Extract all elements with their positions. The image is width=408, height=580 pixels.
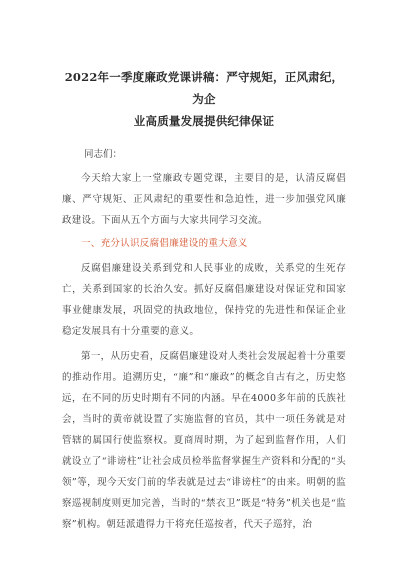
body-paragraph-1: 反腐倡廉建设关系到党和人民事业的成败，关系党的生死存亡，关系到国家的长治久安。抓好反腐倡廉建设对保证党和国家事业健康发展，巩固党的执政地位，保持党的先进性和保证企业稳定发展具有十分重要的意义。 [62,263,346,337]
document-title-line-1: 2022年一季度廉政党课讲稿：严守规矩，正风肃纪，为企 [64,70,344,106]
document-title-line-2: 业高质量发展提供纪律保证 [133,114,275,128]
document-title [62,66,346,132]
salutation: 同志们： [84,149,123,160]
section-heading-1: 一、充分认识反腐倡廉建设的重大意义 [81,238,248,249]
body-paragraph-2: 第一，从历史看，反腐倡廉建设对人类社会发展起着十分重要的推动作用。追溯历史，“廉”和“廉政”的概念自古有之，历史悠远，在不同的历史时期有不同的内涵。早在4000多年前的氏族社会，当时的黄帝就设置了实施监督的官员，其中一项任务就是对管辖的属国行使监察权。夏商周时期，为了起到监督作用，人们就设立了“诽谤柱”让社会成员检举监督掌握生产资料和分配的“头领”等，现今天安门前的华表就是过去“诽谤柱”的由来。明朝的监察巡视制度则更加完善，当时的“禁衣卫”既是“特务”机关也是“监察”机构。朝廷派遣得力干将充任巡按者，代天子巡狩，治 [62,351,346,530]
intro-paragraph: 今天给大家上一堂廉政专题党课，主要目的是，认清反腐倡廉、严守规矩、正风肃纪的重要性和急迫性，进一步加强党风廉政建设。下面从五个方面与大家共同学习交流。 [62,173,346,226]
